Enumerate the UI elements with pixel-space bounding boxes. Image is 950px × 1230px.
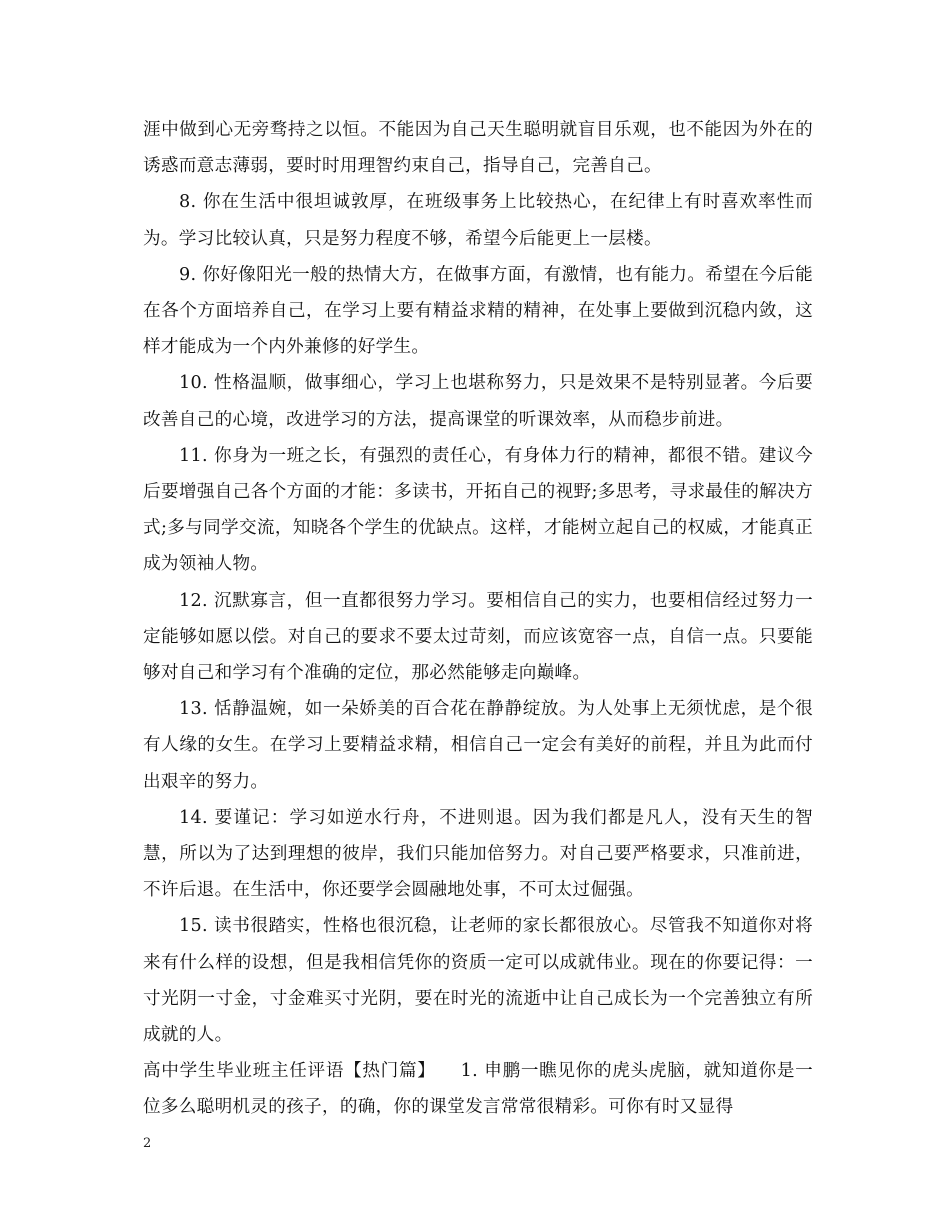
paragraph-item-8: 8. 你在生活中很坦诚敦厚，在班级事务上比较热心，在纪律上有时喜欢率性而为。学习比较认真，只是努力程度不够，希望今后能更上一层楼。: [143, 192, 813, 249]
paragraph-item-10: 10. 性格温顺，做事细心，学习上也堪称努力，只是效果不是特别显著。今后要改善自己的心境，改进学习的方法，提高课堂的听课效率，从而稳步前进。: [143, 373, 813, 430]
paragraph-item-13: 13. 恬静温婉，如一朵娇美的百合花在静静绽放。为人处事上无须忧虑，是个很有人缘的女生。在学习上要精益求精，相信自己一定会有美好的前程，并且为此而付出艰辛的努力。: [143, 699, 813, 792]
paragraph-item-15: 15. 读书很踏实，性格也很沉稳，让老师的家长都很放心。尽管我不知道你对将来有什么样的设想，但是我相信凭你的资质一定可以成就伟业。现在的你要记得：一寸光阴一寸金，寸金难买寸光阴，要在时光的流逝中让自己成长为一个完善独立有所成就的人。: [143, 916, 813, 1046]
paragraph-next-section: 高中学生毕业班主任评语【热门篇】 1. 申鹏一瞧见你的虎头虎脑，就知道你是一位多么聪明机灵的孩子，的确，你的课堂发言常常很精彩。可你有时又显得: [143, 1061, 813, 1118]
paragraph-item-12: 12. 沉默寡言，但一直都很努力学习。要相信自己的实力，也要相信经过努力一定能够如愿以偿。对自己的要求不要太过苛刻，而应该宽容一点，自信一点。只要能够对自己和学习有个准确的定位，那必然能够走向巅峰。: [143, 590, 813, 684]
page-number: 2: [143, 1136, 152, 1151]
document-body: [143, 112, 813, 1126]
paragraph-item-9: 9. 你好像阳光一般的热情大方，在做事方面，有激情，也有能力。希望在今后能在各个方面培养自己，在学习上要有精益求精的精神，在处事上要做到沉稳内敛，这样才能成为一个内外兼修的好学生。: [143, 264, 813, 358]
paragraph-item-11: 11. 你身为一班之长，有强烈的责任心，有身体力行的精神，都很不错。建议今后要增强自己各个方面的才能：多读书，开拓自己的视野;多思考，寻求最佳的解决方式;多与同学交流，知晓各个学生的优缺点。这样，才能树立起自己的权威，才能真正成为领袖人物。: [143, 445, 813, 575]
paragraph-item-14: 14. 要谨记：学习如逆水行舟，不进则退。因为我们都是凡人，没有天生的智慧，所以为了达到理想的彼岸，我们只能加倍努力。对自己要严格要求，只准前进，不许后退。在生活中，你还要学会圆融地处事，不可太过倔强。: [143, 807, 813, 901]
paragraph-continuation: 涯中做到心无旁骛持之以恒。不能因为自己天生聪明就盲目乐观，也不能因为外在的诱惑而意志薄弱，要时时用理智约束自己，指导自己，完善自己。: [143, 120, 813, 177]
